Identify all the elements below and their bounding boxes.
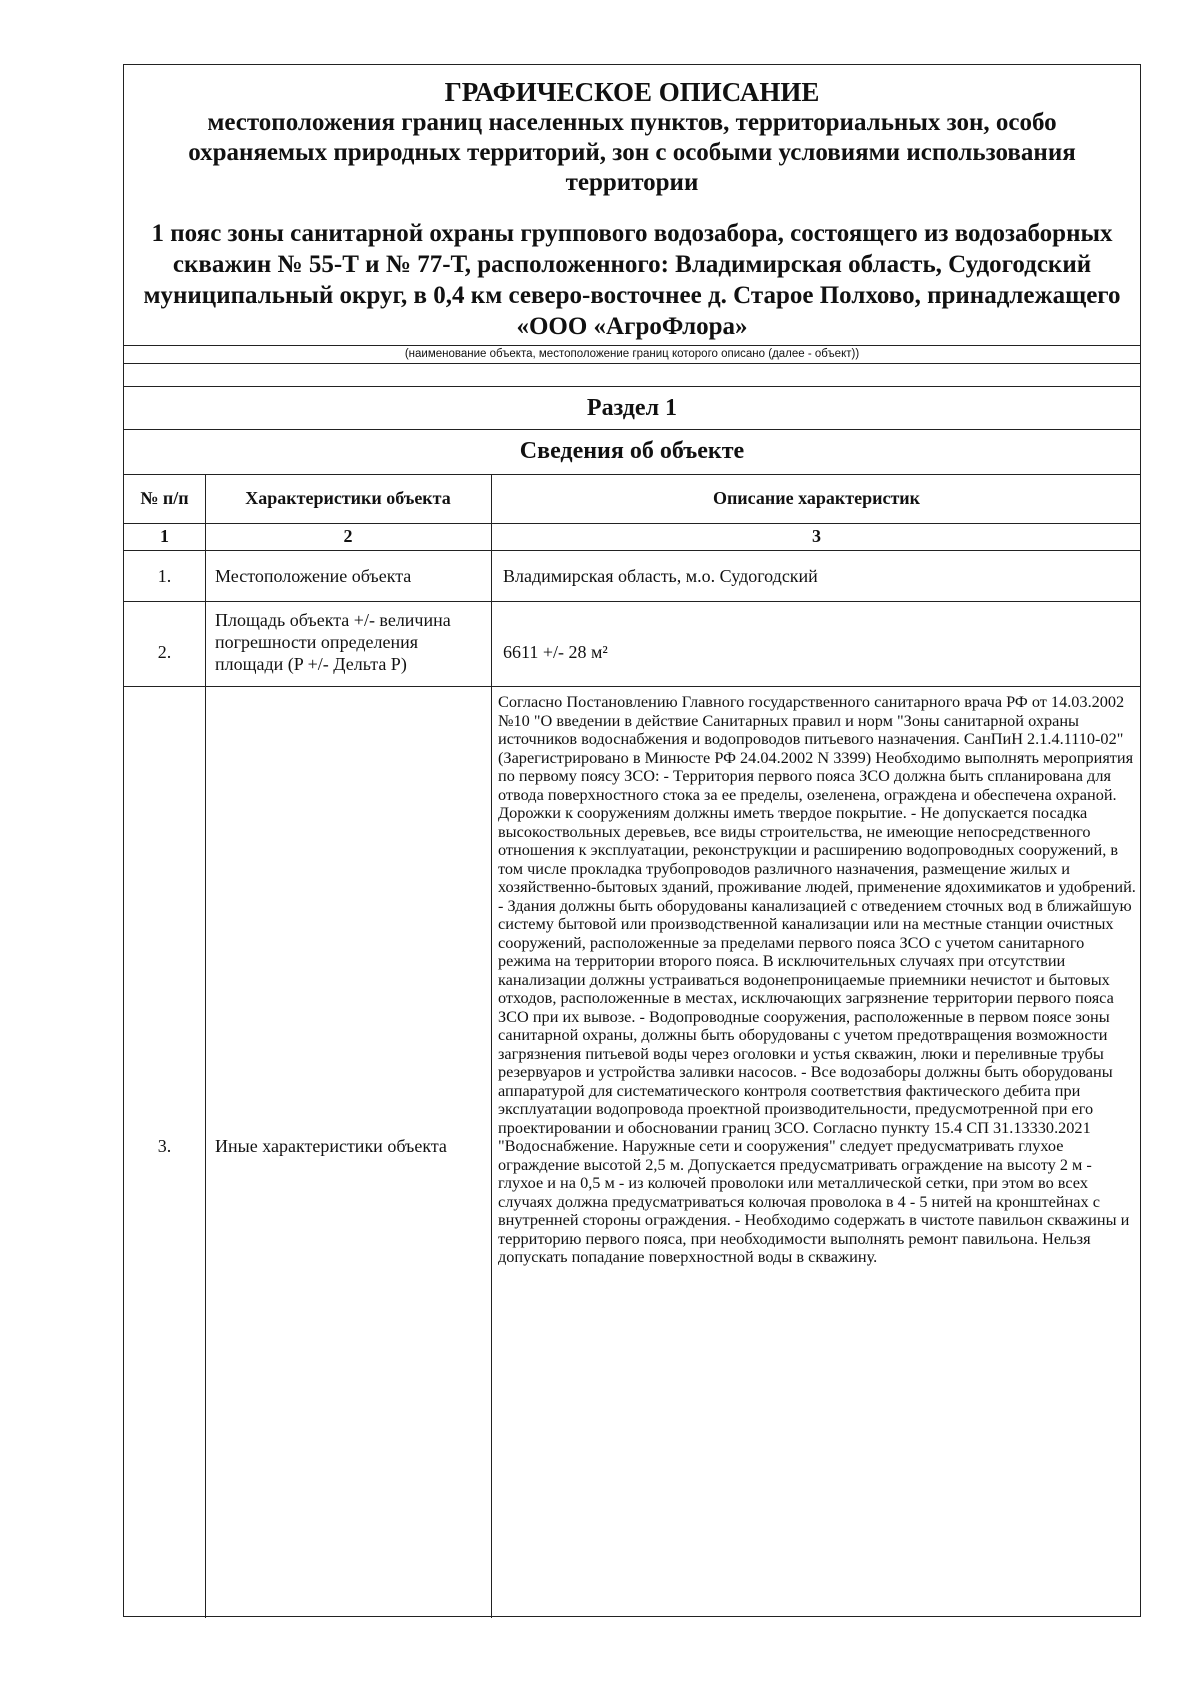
table-row-divider — [124, 550, 1140, 551]
section-title: Раздел 1 — [586, 395, 678, 421]
row-characteristic: Иные характеристики объекта — [215, 1136, 447, 1156]
document-subtitle: местоположения границ населенных пунктов, территориальных зон, особо охраняемых природных территорий, зон с особыми условиями использования территории — [188, 109, 1076, 196]
table-row-divider — [124, 601, 1140, 602]
divider — [124, 386, 1140, 387]
column-header-characteristic: Характеристики объекта — [245, 488, 451, 508]
row-value: Владимирская область, м.о. Судогодский — [503, 566, 818, 586]
row-number: 3. — [157, 1136, 172, 1156]
column-number: 3 — [812, 526, 821, 546]
row-value: Согласно Постановлению Главного государственного санитарного врача РФ от 14.03.2002 №10 "О введении в действие Санитарных правил и норм "Зоны санитарной охраны источников водоснабжения и водопроводов питьевого назначения. СанПиН 2.1.4.1110-02" (Зарегистрировано в Минюсте РФ 24.04.2002 N 3399) Необходимо выполнять мероприятия по первому поясу ЗСО: - Территория первого пояса ЗСО должна быть спланирована для отвода поверхностного стока за ее пределы, озеленена, ограждена и обеспечена охраной. Дорожки к сооружениям должны иметь твердое покрытие. - Не допускается посадка высокоствольных деревьев, все виды строительства, не имеющие непосредственного отношения к эксплуатации, реконструкции и расширению водопроводных сооружений, в том числе прокладка трубопроводов различного назначения, размещение жилых и хозяйственно-бытовых зданий, проживание людей, применение ядохимикатов и удобрений. - Здания должны быть оборудованы канализацией с отведением сточных вод в ближайшую систему бытовой или производственной канализации или на местные станции очистных сооружений, расположенные за пределами первого пояса ЗСО с учетом санитарного режима на территории второго пояса. В исключительных случаях при отсутствии канализации должны устраиваться водонепроницаемые приемники нечистот и бытовых отходов, расположенные в местах, исключающих загрязнение территории первого пояса ЗСО при их вывозе. - Водопроводные сооружения, расположенные в первом поясе зоны санитарной охраны, должны быть оборудованы с учетом предотвращения возможности загрязнения питьевой воды через оголовки и устья скважин, люки и переливные трубы резервуаров и устройства заливки насосов. - Все водозаборы должны быть оборудованы аппаратурой для систематического контроля соответствия фактического дебита при эксплуатации водопровода проектной производительности, предусмотренной при его проектировании и обосновании границ ЗСО. Согласно пункту 15.4 СП 31.13330.2021 "Водоснабжение. Наружные сети и сооружения" следует предусматривать глухое ограждение высотой 2,5 м. Допускается предусматривать ограждение на высоту 2 м - глухое и на 0,5 м - из колючей проволоки или металлической сетки, при этом во всех случаях должна предусматриваться колючая проволока в 4 - 5 нитей на кронштейнах с внутренней стороны ограждения. - Необходимо содержать в чистоте павильон скважины и территорию первого пояса, при необходимости выполнять ремонт павильона. Нельзя допускать попадание поверхностной воды в скважину. — [498, 692, 1136, 1266]
object-caption: (наименование объекта, местоположение границ которого описано (далее - объект)) — [404, 348, 860, 360]
document-frame — [123, 64, 1141, 1617]
divider — [124, 363, 1140, 364]
row-characteristic: Местоположение объекта — [215, 566, 412, 586]
row-number: 2. — [157, 642, 172, 662]
row-value: 6611 +/- 28 м² — [503, 642, 608, 662]
row-characteristic: Площадь объекта +/- величина погрешности определения площади (P +/- Дельта P) — [215, 610, 451, 674]
document-title: ГРАФИЧЕСКОЕ ОПИСАНИЕ — [444, 77, 820, 107]
column-header-description: Описание характеристик — [712, 488, 921, 508]
table-row-divider — [124, 523, 1140, 524]
section-subtitle: Сведения об объекте — [519, 438, 745, 464]
divider — [124, 474, 1140, 475]
divider — [124, 345, 1140, 346]
row-number: 1. — [157, 566, 172, 586]
object-name: 1 пояс зоны санитарной охраны группового водозабора, состоящего из водозаборных скважин № 55-Т и № 77-Т, расположенного: Владимирская область, Судогодский муниципальный округ, в 0,4 км северо-восточнее д. Старое Полхово, принадлежащего «ООО «АгроФлора» — [143, 220, 1121, 340]
divider — [124, 429, 1140, 430]
column-divider — [205, 474, 206, 1618]
column-number: 1 — [160, 526, 169, 546]
column-header-num: № п/п — [140, 488, 189, 508]
column-number: 2 — [343, 526, 353, 546]
column-divider — [491, 474, 492, 1618]
table-row-divider — [124, 686, 1140, 687]
